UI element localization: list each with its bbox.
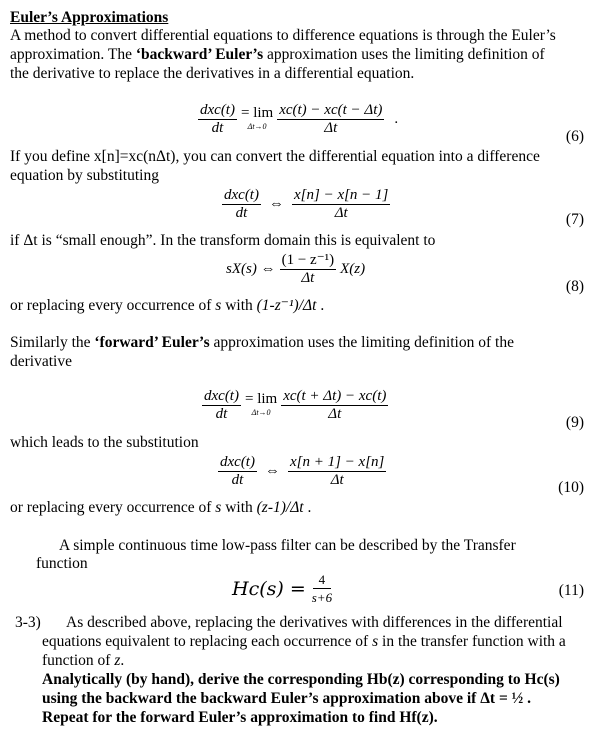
problem-line-3-z: z [114,652,121,669]
para-4-expr: (1-z⁻¹)/Δt [256,297,317,314]
eq10-rhs [288,454,386,489]
eq9-limit [245,392,277,420]
para-4-c: . [316,297,325,314]
eq11-frac [310,571,334,606]
para-6: which leads to the substitution [10,434,199,451]
equation-11-label: (11) [558,582,584,599]
eq10-lhs-num: dxc(t) [220,454,255,470]
problem-bold-2: using the backward the backward Euler’s approximation above if Δt = ½ . [42,690,532,707]
problem-bold-3: Repeat for the forward Euler’s approximation to find Hf(z). [42,709,438,726]
para-7 [10,498,311,518]
eq10-lhs-den: dt [231,472,244,488]
eq7-lhs-den: dt [235,205,248,221]
eq6-rhs-den: Δt [324,120,338,136]
eq10-lhs [218,454,257,489]
eq6-tail: . [394,111,399,127]
eq10-rhs-den: Δt [330,472,344,488]
equation-10 [218,454,386,489]
eq7-rhs-num: x[n] − x[n − 1] [293,187,389,203]
problem-line-3-a: function of [42,652,115,669]
para-5-line-1 [10,333,514,353]
eq6-lim-sub: Δt→0 [247,121,267,131]
eq6-lhs-den: dt [211,120,224,136]
problem-line-2-s: s [372,633,379,650]
forward-euler-term: ‘forward’ Euler’s [94,334,210,351]
eq11-lhs: Hc(s) = [232,577,306,600]
eq8-rhs-den: Δt [301,270,315,286]
para-7-c: . [303,499,312,516]
eq9-lim-sub: Δt→0 [251,407,271,417]
para-4 [10,296,324,316]
para-7-a: or replacing every occurrence of [10,499,216,516]
eq9-rhs-num: xc(t + Δt) − xc(t) [283,388,387,404]
equation-6 [198,102,398,137]
eq10-arrow: ⇔ [264,463,280,479]
intro-line-1: A method to convert differential equations to difference equations is through the Euler’s [10,27,556,44]
eq9-lhs [202,388,241,423]
intro-line-2 [10,45,545,65]
para-2-line-2: equation by substituting [10,167,159,184]
problem-bold-1: Analytically (by hand), derive the corresponding Hb(z) corresponding to Hc(s) [42,671,560,688]
eq9-lhs-num: dxc(t) [204,388,239,404]
para-5-line-2: derivative [10,353,72,370]
equation-11 [232,571,334,606]
equation-9 [202,388,388,423]
para-7-s: s [215,499,222,516]
equation-8-label: (8) [565,278,584,295]
eq6-lhs [198,102,237,137]
problem-line-3 [42,651,124,671]
eq11-den: s+6 [311,590,333,605]
eq7-lhs-num: dxc(t) [224,187,259,203]
problem-line-2-b: in the transfer function with a [378,633,566,650]
eq11-num: 4 [313,571,332,589]
eq7-rhs-den: Δt [334,205,348,221]
para-8-line-1: A simple continuous time low-pass filter can be described by the Transfer [59,537,516,554]
problem-line-2 [42,632,566,652]
para-7-expr: (z-1)/Δt [256,499,304,516]
eq10-rhs-num: x[n + 1] − x[n] [289,454,385,470]
intro-line-2-b: approximation uses the limiting definition of [263,46,545,63]
para-7-b: with [221,499,257,516]
para-2-line-1: If you define x[n]=xc(nΔt), you can convert the differential equation into a difference [10,148,540,165]
eq6-equals-lim: = lim [240,104,274,121]
problem-line-1: As described above, replacing the derivatives with differences in the differential [66,614,563,631]
equation-10-label: (10) [558,479,584,496]
eq7-lhs [222,187,261,222]
eq6-rhs-num: xc(t) − xc(t − Δt) [279,102,383,118]
para-4-b: with [221,297,257,314]
eq8-rhs-num: (1 − z⁻¹) [281,252,335,268]
para-4-s: s [215,297,222,314]
equation-7-label: (7) [565,211,584,228]
eq8-rhs-frac [280,252,337,287]
para-8-line-2: function [36,555,88,572]
equation-8 [226,252,365,287]
backward-euler-term: ‘backward’ Euler’s [135,46,264,63]
eq9-lhs-den: dt [215,406,228,422]
eq9-equals-lim: = lim [244,390,278,407]
eq6-limit [241,106,273,134]
equation-7 [222,187,390,222]
eq9-rhs [281,388,388,423]
equation-6-label: (6) [565,128,584,145]
problem-line-3-b: . [120,652,125,669]
eq6-lhs-num: dxc(t) [200,102,235,118]
intro-line-3: the derivative to replace the derivatives in a differential equation. [10,65,415,82]
para-3: if Δt is “small enough”. In the transform domain this is equivalent to [10,232,436,249]
eq8-rhs-tail: X(z) [340,261,366,277]
intro-line-2-a: approximation. The [10,46,136,63]
para-4-a: or replacing every occurrence of [10,297,216,314]
eq9-rhs-den: Δt [328,406,342,422]
problem-line-2-a: equations equivalent to replacing each occurrence of [42,633,373,650]
section-title: Euler’s Approximations [10,9,169,26]
para-5-b: approximation uses the limiting definition of the [209,334,514,351]
eq8-lhs: sX(s) ⇔ [226,261,276,277]
problem-number: 3-3) [15,614,41,631]
eq6-rhs [277,102,384,137]
equation-9-label: (9) [565,414,584,431]
para-5-a: Similarly the [10,334,95,351]
eq7-rhs [292,187,390,222]
eq7-arrow: ⇔ [268,196,284,212]
